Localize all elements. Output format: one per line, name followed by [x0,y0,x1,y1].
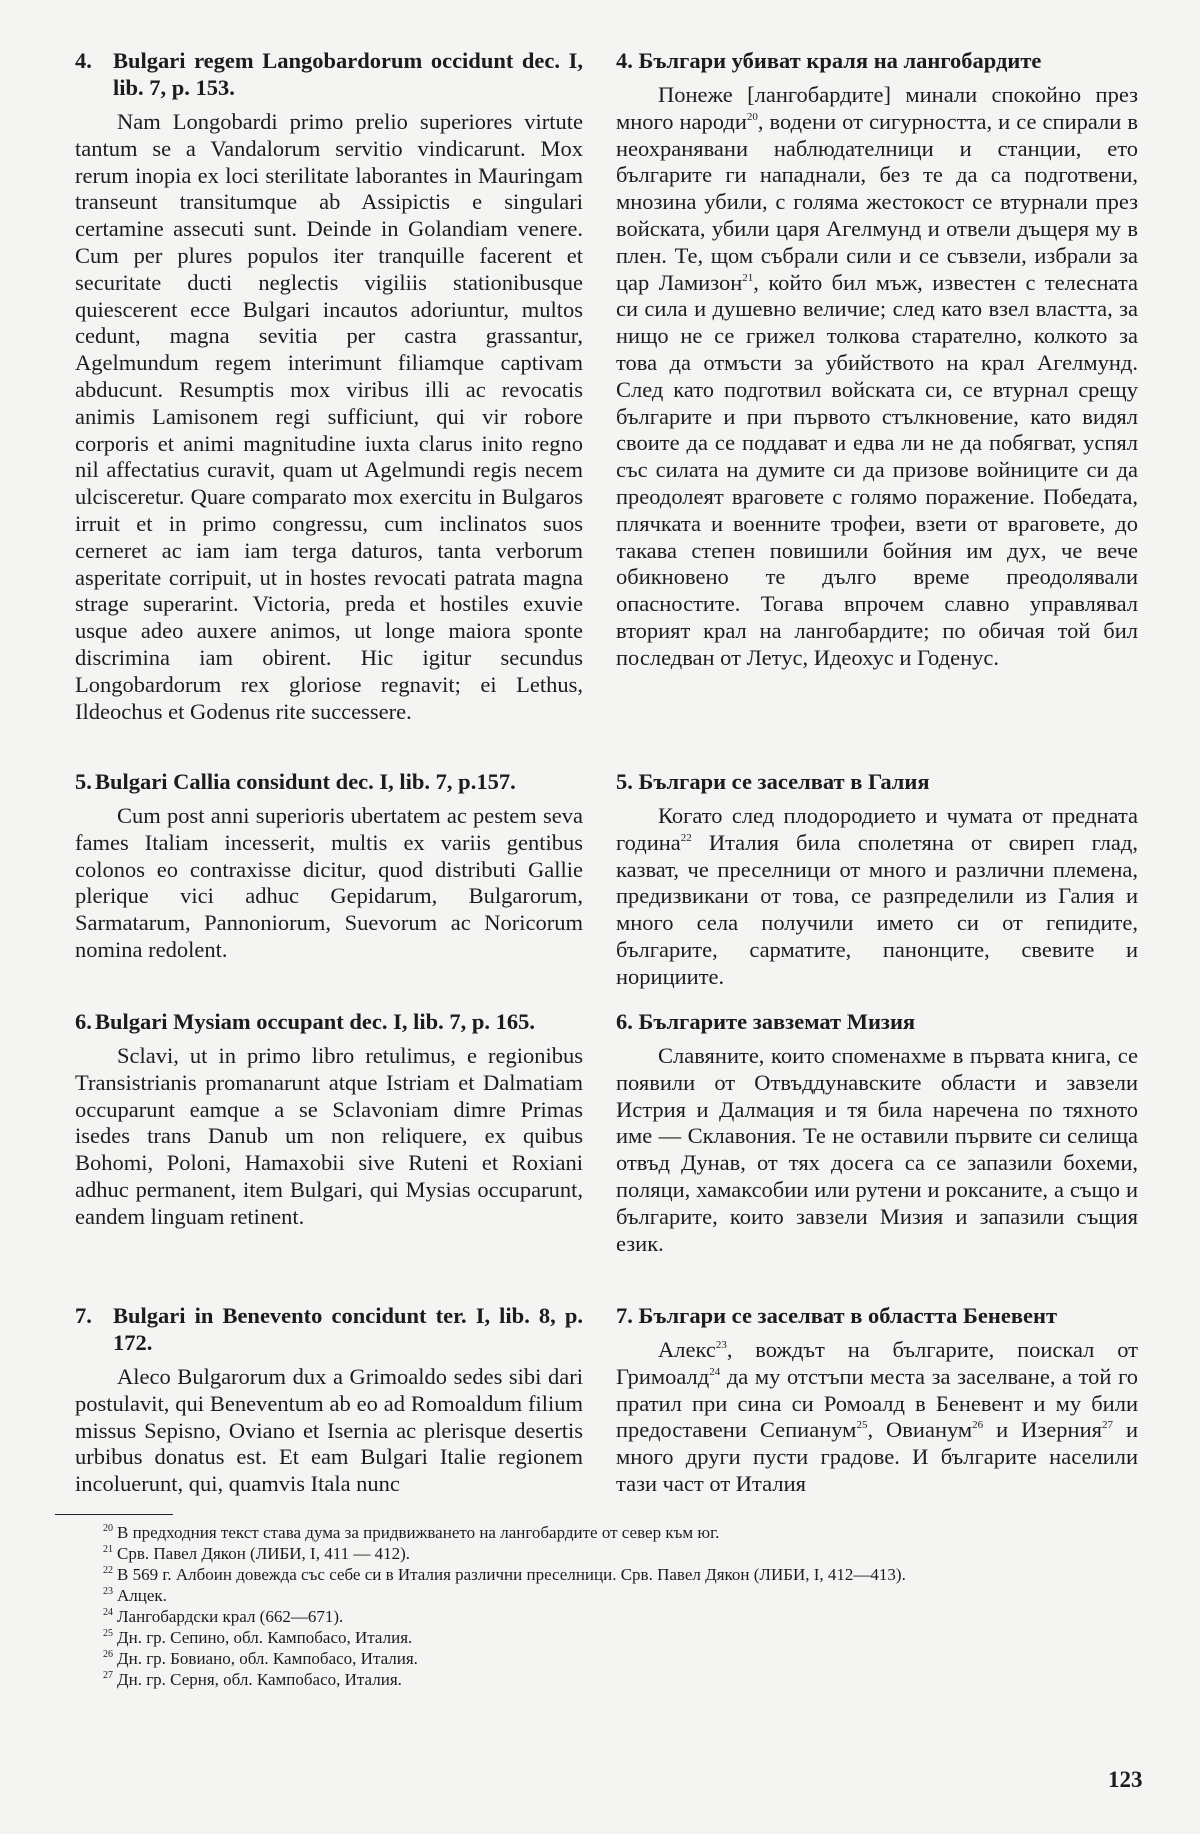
section-number: 4. [75,48,92,73]
bg-paragraph-5: Когато след плодородието и чумата от предната година$^{22}$ Италия била сполетяна от свиреп глад, казват, че преселници от много и различни племена, предизвикани от това, се разпределили из Галия и много села получили името си от гепидите, българите, сарматите, панонците, свевите и норициите. [616,803,1138,989]
section-title: Bulgari Mysiam occupant dec. I, lib. 7, p. 165. [95,1009,536,1034]
footnote-ref: 22 [680,831,692,844]
footnote-divider [55,1514,173,1515]
footnote-23 [103,1585,1183,1606]
footnote-21 [103,1543,1183,1564]
latin-heading-7 [75,1302,583,1356]
footnote-text: В 569 г. Албоин довежда със себе си в Италия различни преселници. Срв. Павел Дякон (ЛИБИ, I, 412—413). [117,1565,906,1584]
bg-section-7 [616,1302,1138,1498]
latin-paragraph-4: Nam Longobardi primo prelio superiores virtute tantum se a Vandalorum servitio vindicarunt. Mox rerum inopia ex loci sterilitate laborantes in Mauringam transeunt transitumque ab Assipictis e singulari certamine assecuti sunt. Deinde in Golandiam venere. Cum per plures populos iter tranquille facerent et securitate ducti neglectis vigiliis stationibusque quiescerent ecce Bulgari incautos adoriuntur, multos cedunt, magna sevitia per castra grassantur, Agelmundum regem interimunt filiamque captivam abducunt. Resumptis mox viribus illi ac revocatis animis Lamisonem regi sufficiunt, qui vir robore corporis et animi magnitudine iuxta clarus inito regno nil affectatius curavit, quam ut Agelmundi regis necem ulcisceretur. Quare comparato mox exercitu in Bulgaros irruit et in primo congressu, cum inclinatos suos cerneret ac iam iam terga daturos, tanta verborum asperitate corripuit, ut in hostes revocati patrata magna strage superarint. Victoria, preda et hostiles exuvie usque adeo auxere animos, ut longe maiora sponte discrimina iam obirent. Hic igitur secundus Longobardorum rex gloriose regnavit; ei Lethus, Ildeochus et Godenus rite successere. [75,109,583,724]
footnote-number: 20 [103,1523,113,1534]
bg-section-6 [616,1008,1138,1257]
latin-heading-5 [75,768,583,795]
footnote-text: Срв. Павел Дякон (ЛИБИ, I, 411 — 412). [117,1544,411,1563]
footnote-ref: 21 [742,271,754,284]
bg-paragraph-6: Славяните, които споменахме в първата книга, се появили от Отвъддунавските области и завзели Истрия и Далмация и тя била наречена по тяхното име — Склавония. Те не оставили първите си селища отвъд Дунав, от тях досега са се запазили бохеми, поляци, хамаксобии или рутени и роксаните, а също и българите, които завзели Мизия и запазили същия език. [616,1043,1138,1256]
footnote-26 [103,1648,1183,1669]
section-title: Bulgari regem Langobardorum occidunt dec. I, lib. 7, p. 153. [113,48,583,100]
latin-section-7 [75,1302,583,1498]
latin-paragraph-7: Aleco Bulgarorum dux a Grimoaldo sedes sibi dari postulavit, qui Beneventum ab eo ad Romoaldum filium missus Sepisno, Oviano et Isernia ac plerisque desertis urbibus donatus est. Et eam Bulgari Italie regionem incoluerunt, qui, quamvis Itala nunc [75,1364,583,1497]
footnote-text: Алцек. [117,1586,167,1605]
page-number: 123 [1108,1767,1143,1792]
latin-heading-4 [75,47,583,101]
footnotes [103,1522,1183,1690]
footnote-ref: 26 [972,1419,984,1432]
bg-paragraph-7: Алекс$^{23}$, вождът на българите, поискал от Гримоалд$^{24}$ да му отстъпи места за заселване, а той го пратил при сина си Ромоалд в Беневент и му били предоставени Сепианум$^{25}$, Овианум$^{26}$ и Изерния$^{27}$ и много други пусти градове. И българите населили тази част от Италия [616,1337,1138,1496]
footnote-22 [103,1564,1183,1585]
footnote-ref: 20 [746,110,758,123]
footnote-text: В предходния текст става дума за придвижването на лангобардите от север към юг. [117,1523,720,1542]
footnote-number: 23 [103,1586,113,1597]
footnote-number: 26 [103,1649,113,1660]
latin-section-4 [75,47,583,725]
bg-heading-4: 4. Българи убиват краля на лангобардите [616,48,1042,73]
footnote-number: 22 [103,1565,113,1576]
footnote-number: 27 [103,1670,113,1681]
bg-heading-5: 5. Българи се заселват в Галия [616,769,930,794]
footnote-text: Дн. гр. Серня, обл. Кампобасо, Италия. [117,1670,402,1689]
footnote-ref: 25 [856,1419,868,1432]
latin-section-5 [75,768,583,964]
footnote-ref: 27 [1101,1419,1113,1432]
footnote-25 [103,1627,1183,1648]
bg-section-4 [616,47,1138,672]
footnote-number: 21 [103,1544,113,1555]
bg-paragraph-4: Понеже [лангобардите] минали спокойно през много народи$^{20}$, водени от сигурността, и се спирали в неохранявани наблюдателници и станции, ето българите ги нападнали, без те да са подготвени, мнозина убили, с голяма жестокост се втурнали през войската, убили царя Агелмунд и отвели дъщеря му в плен. Те, щом събрали сили и се съвзели, избрали за цар Ламизон$^{21}$, който бил мъж, известен с телесната си сила и душевно величие; след като взел властта, за нищо не се грижел толкова старателно, колкото за това да отмъсти за убийството на крал Агелмунд. След като подготвил войската си, се втурнал срещу българите и при първото стълкновение, като видял своите да се поддават и едва ли не да побягват, успял със силата на думите си да призове войниците си да преодолеят враговете с голямо поражение. Победата, плячката и военните трофеи, взети от враговете, до такава степен повишили бойния им дух, че вече обикновено те дълго време преодолявали опасностите. Тогава впрочем славно управлявал вторият крал на лангобардите; по обичая той бил последван от Летус, Идеохус и Годенус. [616,82,1138,670]
section-title: Bulgari Callia considunt dec. I, lib. 7, p.157. [95,769,516,794]
footnote-24 [103,1606,1183,1627]
footnote-text: Лангобардски крал (662—671). [117,1607,344,1626]
section-number: 5. [75,769,92,794]
footnote-text: Дн. гр. Бовиано, обл. Кампобасо, Италия. [117,1649,418,1668]
section-number: 6. [75,1009,92,1034]
footnote-ref: 23 [715,1339,727,1351]
footnote-27 [103,1669,1183,1690]
latin-heading-6 [75,1008,583,1035]
section-title: Bulgari in Benevento concidunt ter. I, lib. 8, p. 172. [113,1303,583,1355]
bg-section-5 [616,768,1138,991]
footnote-ref: 24 [709,1365,721,1378]
latin-paragraph-6: Sclavi, ut in primo libro retulimus, e regionibus Transistrianis promanarunt atque Istriam et Dalmatiam occuparunt eamque a se Sclavoniam dimre Primas isedes trans Danub um non reliquere, ex quibus Bohomi, Poloni, Hamaxobii sive Ruteni et Roxiani adhuc permanent, item Bulgari, qui Mysias occuparunt, eandem linguam retinent. [75,1043,583,1229]
footnote-20 [103,1522,1183,1543]
section-number: 7. [75,1303,92,1328]
latin-paragraph-5: Cum post anni superioris ubertatem ac pestem seva fames Italiam incesserit, multis ex variis gentibus colonos eo contraxisse dicitur, quod distributi Gallie plerique vici adhuc Gepidarum, Bulgarorum, Sarmatarum, Pannoniorum, Suevorum ac Noricorum nomina redolent. [75,803,583,962]
footnote-number: 25 [103,1628,113,1639]
footnote-number: 24 [103,1607,113,1618]
footnote-text: Дн. гр. Сепино, обл. Кампобасо, Италия. [117,1628,413,1647]
bg-heading-7: 7. Българи се заселват в областта Беневент [616,1303,1058,1328]
bg-heading-6: 6. Българите завземат Мизия [616,1009,916,1034]
latin-section-6 [75,1008,583,1231]
